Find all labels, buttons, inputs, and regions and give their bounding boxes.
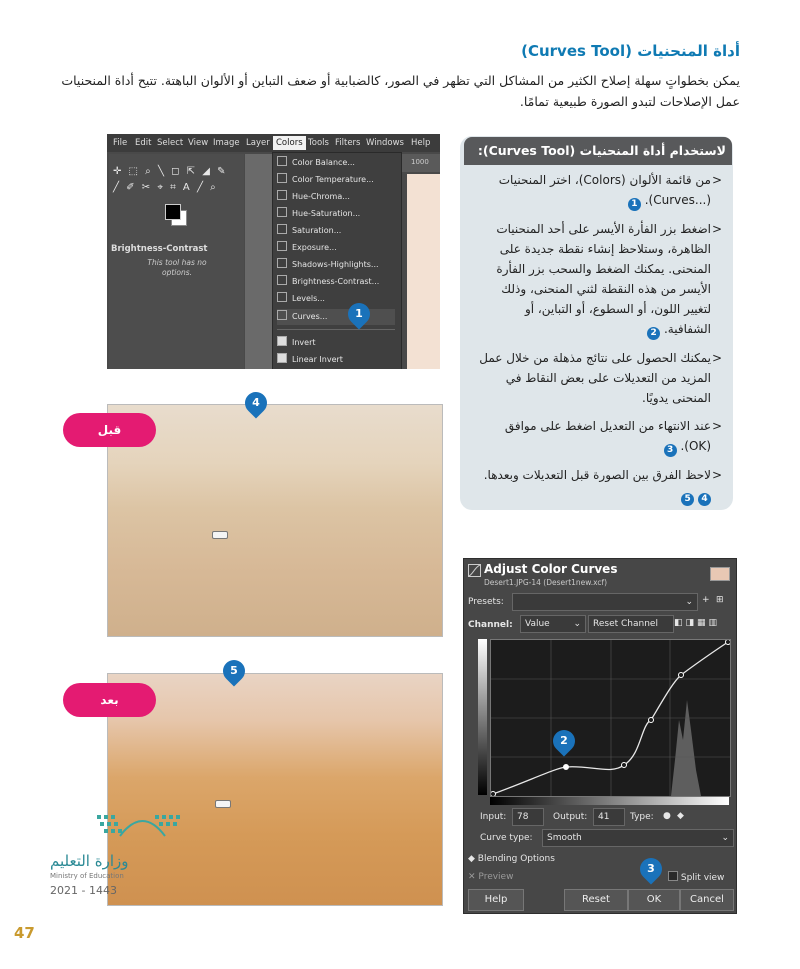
menu-file[interactable]: File bbox=[113, 138, 128, 148]
curve-graph[interactable] bbox=[490, 639, 731, 797]
menu-separator bbox=[277, 329, 395, 330]
steps-list bbox=[477, 170, 722, 514]
chevron-down-icon: ⌄ bbox=[721, 833, 729, 843]
cancel-button[interactable]: Cancel bbox=[680, 889, 734, 911]
steps-heading: لاستخدام أداة المنحنيات (Curves Tool): bbox=[464, 137, 732, 165]
menu-edit[interactable]: Edit bbox=[135, 138, 152, 148]
step-badge: 1 bbox=[628, 198, 641, 211]
after-label: بعد bbox=[63, 683, 156, 717]
menu-filters[interactable]: Filters bbox=[335, 138, 361, 148]
callout-number-2: 2 bbox=[560, 734, 568, 747]
dialog-subtitle: Desert1.JPG-14 (Desert1new.xcf) bbox=[484, 578, 608, 587]
help-button[interactable]: Help bbox=[468, 889, 524, 911]
callout-number-1: 1 bbox=[355, 307, 363, 320]
menu-select[interactable]: Select bbox=[157, 138, 184, 148]
tool-options-note: This tool has no options. bbox=[147, 258, 207, 277]
menu-layer[interactable]: Layer bbox=[246, 138, 270, 148]
step-badge: 3 bbox=[664, 444, 677, 457]
preset-menu-icon[interactable]: ⊞ bbox=[716, 595, 724, 605]
split-view-checkbox[interactable]: Split view bbox=[668, 871, 724, 883]
preview-checkbox[interactable]: ✕ Preview bbox=[468, 872, 514, 882]
menu-view[interactable]: View bbox=[188, 138, 209, 148]
menu-windows[interactable]: Windows bbox=[366, 138, 404, 148]
presets-dropdown[interactable] bbox=[512, 593, 698, 611]
image-thumbnail bbox=[710, 567, 730, 581]
step-badge: 2 bbox=[647, 327, 660, 340]
output-gradient-bar bbox=[478, 639, 487, 795]
menu-item-hue-chroma[interactable]: Hue-Chroma... bbox=[277, 189, 350, 205]
menu-item-saturation[interactable]: Saturation... bbox=[277, 223, 341, 239]
point-type-corner-icon[interactable]: ◆ bbox=[677, 811, 684, 821]
input-label: Input: bbox=[480, 812, 507, 822]
menu-item-brightness-contrast[interactable]: Brightness-Contrast... bbox=[277, 274, 379, 290]
menu-colors[interactable]: Colors bbox=[273, 136, 306, 150]
point-type-smooth-icon[interactable]: ● bbox=[663, 811, 671, 821]
add-preset-icon[interactable]: + bbox=[702, 595, 710, 605]
chevron-down-icon: ⌄ bbox=[685, 597, 693, 607]
channel-label: Channel: bbox=[468, 620, 513, 630]
ministry-logo-icon bbox=[95, 812, 190, 842]
menu-item-levels[interactable]: Levels... bbox=[277, 291, 325, 307]
callout-number-4: 4 bbox=[252, 396, 260, 409]
adjust-color-curves-dialog bbox=[463, 558, 737, 914]
after-photo bbox=[107, 673, 443, 906]
colors-dropdown-menu bbox=[272, 152, 402, 369]
car-in-photo bbox=[212, 531, 228, 539]
intro-paragraph: يمكن بخطواتٍ سهلة إصلاح الكثير من المشاكل التي تظهر في الصور، كالضبابية أو ضعف التباين أو الألوان الباهتة. تتيح أداة المنحنيات عمل الإصلاحات لتبدو الصورة طبيعية تمامًا. bbox=[61, 73, 740, 109]
menu-item-hue-saturation[interactable]: Hue-Saturation... bbox=[277, 206, 360, 222]
canvas-area bbox=[245, 154, 275, 369]
section-title: أداة المنحنيات (Curves Tool) bbox=[521, 42, 740, 60]
channel-scale-icons[interactable]: ◧◨▦▥ bbox=[674, 618, 721, 628]
step-4: < عند الانتهاء من التعديل اضغط على موافق (OK). 3 bbox=[504, 419, 722, 455]
ok-button[interactable]: OK bbox=[628, 889, 680, 911]
type-label: Type: bbox=[630, 812, 654, 822]
foreground-color-swatch[interactable] bbox=[165, 204, 181, 220]
tool-options-title: Brightness-Contrast bbox=[111, 244, 208, 254]
reset-channel-button[interactable]: Reset Channel bbox=[588, 615, 674, 633]
chevron-down-icon: ⌄ bbox=[573, 619, 581, 629]
page-number: 47 bbox=[14, 924, 35, 942]
ministry-name-english: Ministry of Education bbox=[50, 872, 124, 880]
menu-item-invert[interactable]: Invert bbox=[277, 335, 316, 351]
menu-item-exposure[interactable]: Exposure... bbox=[277, 240, 337, 256]
curve-type-dropdown[interactable]: Smooth ⌄ bbox=[542, 829, 734, 847]
gimp-menubar bbox=[107, 134, 440, 152]
step-2: < اضغط بزر الفأرة الأيسر على أحد المنحنيات الظاهرة، وستلاحظ إنشاء نقطة جديدة على المنحنى. يمكنك الضغط والسحب بزر الفأرة الأيسر من هذه النقطة لثني المنحنى، وذلك لتغيير اللون، أو السطوع، أو التباين، أو الشفافية. 2 bbox=[496, 222, 722, 338]
canvas-image bbox=[407, 174, 440, 369]
curve-type-label: Curve type: bbox=[480, 833, 533, 843]
menu-item-shadows-highlights[interactable]: Shadows-Highlights... bbox=[277, 257, 379, 273]
reset-button[interactable]: Reset bbox=[564, 889, 628, 911]
blending-options-expander[interactable]: ◆ Blending Options bbox=[468, 854, 555, 864]
dialog-title: Adjust Color Curves bbox=[484, 562, 618, 576]
step-3: < يمكنك الحصول على نتائج مذهلة من خلال عمل المزيد من التعديلات على بعض النقاط في المنحنى يدويًا. bbox=[479, 351, 722, 405]
menu-help[interactable]: Help bbox=[411, 138, 431, 148]
menu-item-linear-invert[interactable]: Linear Invert bbox=[277, 352, 343, 368]
car-in-photo bbox=[215, 800, 231, 808]
ministry-name-arabic: وزارة التعليم bbox=[50, 852, 129, 870]
step-badge: 4 bbox=[698, 493, 711, 506]
edition-year: 2021 - 1443 bbox=[50, 884, 117, 897]
gimp-colors-menu-screenshot bbox=[107, 134, 440, 369]
channel-dropdown[interactable]: Value ⌄ bbox=[520, 615, 586, 633]
menu-item-color-balance[interactable]: Color Balance... bbox=[277, 155, 355, 171]
presets-label: Presets: bbox=[468, 597, 504, 607]
curves-icon bbox=[468, 564, 481, 577]
output-spinner[interactable]: 41 bbox=[593, 808, 625, 826]
checkbox-icon bbox=[668, 871, 678, 881]
step-5: < لاحظ الفرق بين الصورة قبل التعديلات وبعدها. 4 5 bbox=[483, 468, 722, 504]
before-photo bbox=[107, 404, 443, 637]
ruler-label: 1000 bbox=[411, 158, 429, 166]
menu-item-curves[interactable]: Curves... bbox=[277, 309, 395, 325]
input-spinner[interactable]: 78 bbox=[512, 808, 544, 826]
tool-icons[interactable]: ✛ ⬚ ⌕ ╲ ◻ ⇱ ◢ ✎ ╱ ✐ ✂ ⌖ ⌗ A ╱ ⌕ bbox=[113, 166, 228, 193]
callout-number-3: 3 bbox=[647, 862, 655, 875]
checkbox-icon: ✕ bbox=[468, 872, 476, 882]
output-label: Output: bbox=[553, 812, 588, 822]
before-label: قبل bbox=[63, 413, 156, 447]
step-badge: 5 bbox=[681, 493, 694, 506]
menu-item-color-temperature[interactable]: Color Temperature... bbox=[277, 172, 374, 188]
expander-icon: ◆ bbox=[468, 854, 475, 864]
input-gradient-bar bbox=[490, 797, 729, 805]
menu-tools[interactable]: Tools bbox=[308, 138, 329, 148]
ruler bbox=[397, 154, 440, 172]
menu-image[interactable]: Image bbox=[213, 138, 240, 148]
callout-number-5: 5 bbox=[230, 664, 238, 677]
step-1: < من قائمة الألوان (Colors)، اختر المنحنيات (...Curves). 1 bbox=[498, 173, 722, 209]
